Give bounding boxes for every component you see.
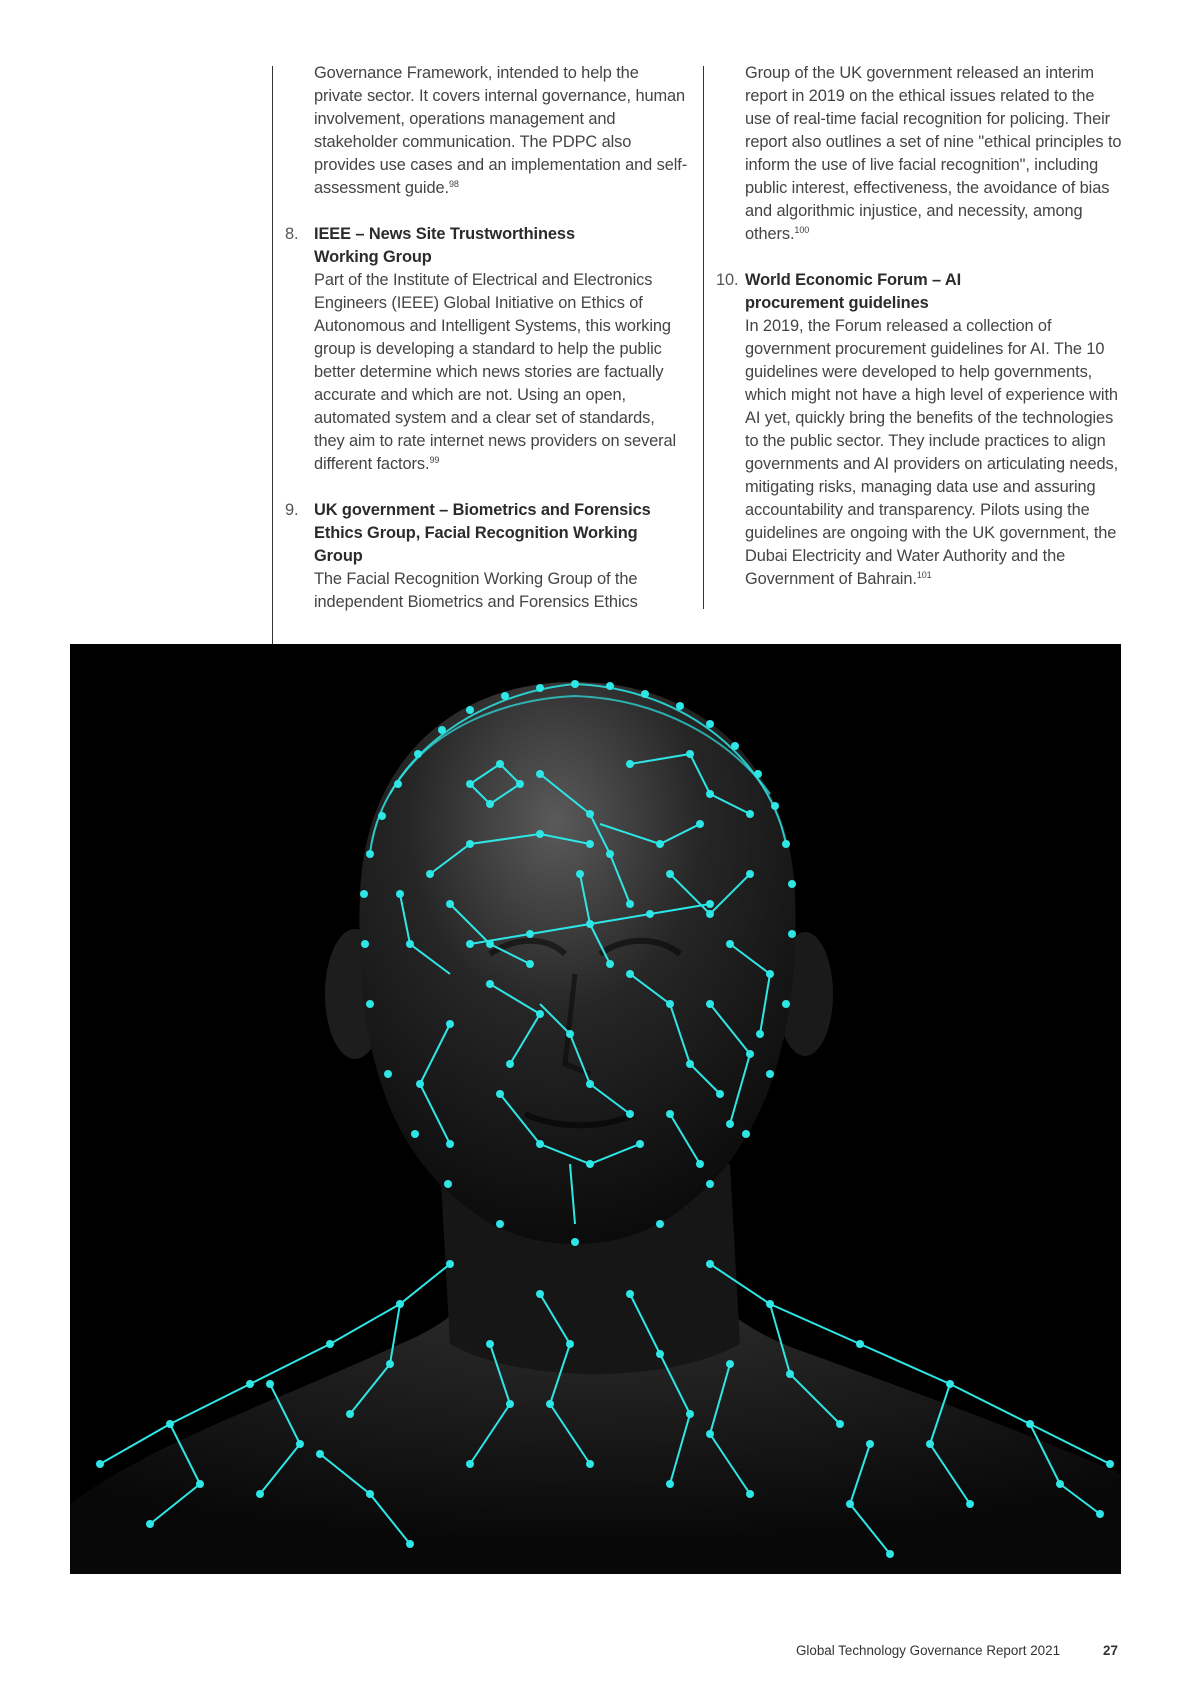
item-heading: UK government – Biometrics and Forensics Ethics Group, Facial Recognition Working Group xyxy=(314,501,651,565)
head-network-illustration xyxy=(70,644,1121,1574)
footnote-ref: 99 xyxy=(429,455,440,465)
item-body: Part of the Institute of Electrical and Electronics Engineers (IEEE) Global Initiative on Ethics of Autonomous and Intelligent Systems, this working group is developing a standard to help the public better determine which news stories are factually accurate and which are not. Using an open, automated system and a clear set of standards, they aim to rate internet news providers on several different factors.$^{99}$ xyxy=(314,271,677,473)
footnote-ref: 101 xyxy=(916,570,932,580)
continued-paragraph: Group of the UK government released an interim report in 2019 on the ethical issues related to the use of real-time facial recognition for policing. Their report also outlines a set of nine "ethical principles to inform the use of live facial recognition", including public interest, effectiveness, the avoidance of bias and algorithmic injustice, and necessity, among others.$^{100}$ xyxy=(745,64,1122,243)
facial-recognition-photo xyxy=(70,644,1121,1574)
footer-report-title: Global Technology Governance Report 2021 xyxy=(796,1643,1061,1658)
left-column-rule xyxy=(272,66,273,644)
item-heading: World Economic Forum – AI procurement guidelines xyxy=(745,271,962,312)
item-number: 8. xyxy=(285,225,299,243)
item-body: In 2019, the Forum released a collection of government procurement guidelines for AI. The 10 guidelines were developed to help governments, which might not have a high level of experience with AI yet, quickly bring the benefits of the technologies to the public sector. They include practices to align governments and AI providers on articulating needs, mitigating risks, managing data use and assuring accountability and transparency. Pilots using the guidelines are ongoing with the UK government, the Dubai Electricity and Water Authority and the Government of Bahrain.$^{101}$ xyxy=(745,317,1119,588)
list-item-8 xyxy=(285,223,689,476)
right-column xyxy=(716,62,1123,591)
item-heading: IEEE – News Site Trustworthiness Working Group xyxy=(314,225,575,266)
item-number: 10. xyxy=(716,271,739,289)
footnote-ref: 100 xyxy=(794,225,810,235)
left-column xyxy=(285,62,689,614)
footnote-ref: 98 xyxy=(448,179,459,189)
list-item-10 xyxy=(716,269,1123,591)
page-number: 27 xyxy=(1103,1643,1118,1658)
middle-column-rule xyxy=(703,66,704,609)
intro-paragraph: Governance Framework, intended to help the private sector. It covers internal governance, human involvement, operations management and stakeholder communication. The PDPC also provides use cases and an implementation and self-assessment guide.$^{98}$ xyxy=(314,64,688,197)
list-item-9 xyxy=(285,499,689,614)
item-body: The Facial Recognition Working Group of the independent Biometrics and Forensics Ethics xyxy=(314,570,638,611)
item-number: 9. xyxy=(285,501,299,519)
